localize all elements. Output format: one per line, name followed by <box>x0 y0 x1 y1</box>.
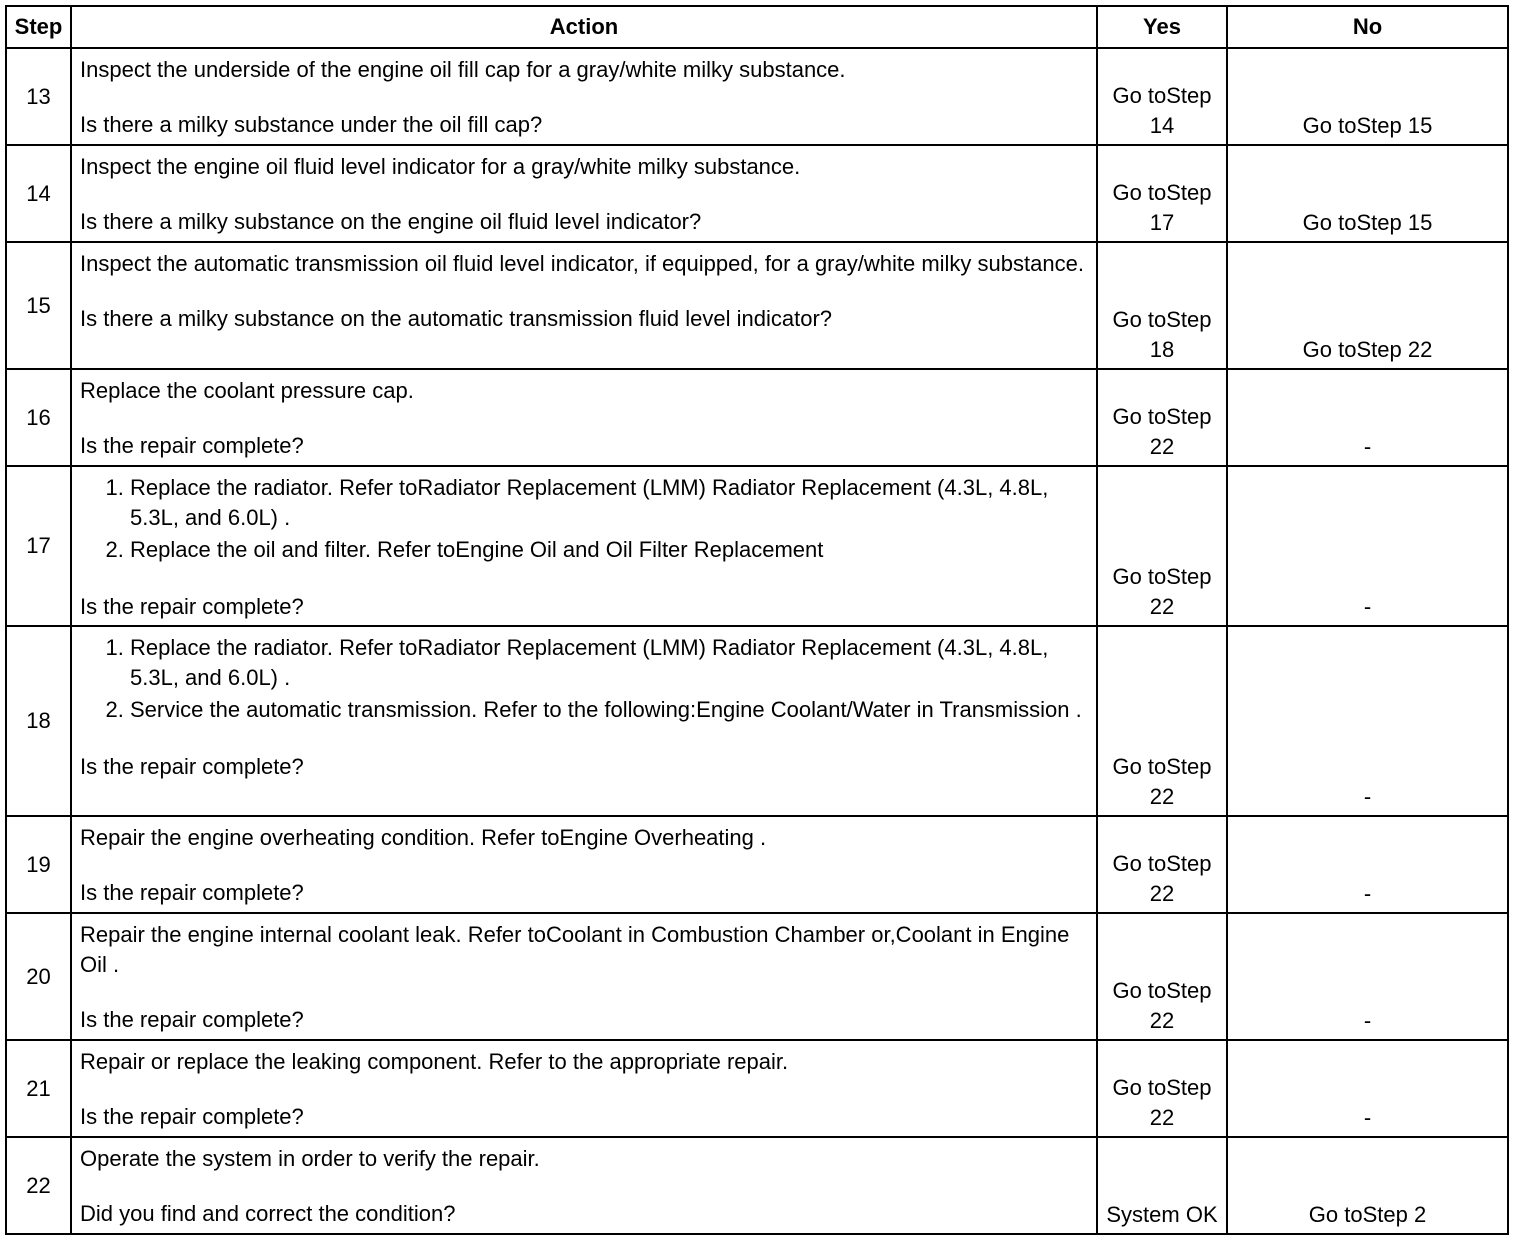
header-row <box>6 6 1508 48</box>
step-number: 15 <box>6 242 71 369</box>
yes-result: Go toStep 18 <box>1097 242 1227 369</box>
yes-result: Go toStep 22 <box>1097 369 1227 466</box>
header-action: Action <box>71 6 1097 48</box>
question-text: Is the repair complete? <box>80 594 304 619</box>
action-steps-list <box>80 473 1088 565</box>
no-result: Go toStep 15 <box>1227 48 1508 145</box>
header-no: No <box>1227 6 1508 48</box>
action-text: Inspect the automatic transmission oil fluid level indicator, if equipped, for a gray/white milky substance. <box>80 251 1084 276</box>
question-text: Is there a milky substance on the engine oil fluid level indicator? <box>80 209 702 234</box>
step-number: 14 <box>6 145 71 242</box>
action-cell <box>71 48 1097 145</box>
action-cell <box>71 1040 1097 1137</box>
no-result: - <box>1227 626 1508 816</box>
no-result: - <box>1227 1040 1508 1137</box>
table-row <box>6 626 1508 816</box>
table-row <box>6 466 1508 626</box>
table-row <box>6 48 1508 145</box>
step-number: 20 <box>6 913 71 1040</box>
action-text: Operate the system in order to verify the repair. <box>80 1146 540 1171</box>
table-row <box>6 369 1508 466</box>
yes-result: Go toStep 22 <box>1097 913 1227 1040</box>
question-text: Is the repair complete? <box>80 754 304 779</box>
no-result: - <box>1227 816 1508 913</box>
yes-result: Go toStep 22 <box>1097 1040 1227 1137</box>
step-number: 18 <box>6 626 71 816</box>
action-text: Repair the engine internal coolant leak. Refer toCoolant in Combustion Chamber or,Coolant in Engine Oil . <box>80 922 1070 977</box>
action-text: Replace the coolant pressure cap. <box>80 378 414 403</box>
no-result: - <box>1227 466 1508 626</box>
action-cell <box>71 145 1097 242</box>
question-text: Did you find and correct the condition? <box>80 1201 456 1226</box>
question-text: Is the repair complete? <box>80 880 304 905</box>
question-text: Is there a milky substance on the automatic transmission fluid level indicator? <box>80 306 833 331</box>
step-number: 13 <box>6 48 71 145</box>
no-result: - <box>1227 369 1508 466</box>
action-cell <box>71 242 1097 369</box>
action-cell <box>71 626 1097 816</box>
yes-result: Go toStep 14 <box>1097 48 1227 145</box>
table-row <box>6 1040 1508 1137</box>
action-cell <box>71 369 1097 466</box>
step-number: 17 <box>6 466 71 626</box>
action-cell <box>71 1137 1097 1234</box>
yes-result: Go toStep 17 <box>1097 145 1227 242</box>
table-row <box>6 145 1508 242</box>
action-cell <box>71 466 1097 626</box>
header-yes: Yes <box>1097 6 1227 48</box>
yes-result: Go toStep 22 <box>1097 626 1227 816</box>
yes-result: Go toStep 22 <box>1097 816 1227 913</box>
action-step-item: 1. Replace the radiator. Refer toRadiator Replacement (LMM) Radiator Replacement (4.3L, 4.8L, 5.3L, and 6.0L) . <box>130 633 1088 693</box>
action-text: Inspect the underside of the engine oil fill cap for a gray/white milky substance. <box>80 57 846 82</box>
action-cell <box>71 913 1097 1040</box>
no-result: - <box>1227 913 1508 1040</box>
action-step-item: 2. Replace the oil and filter. Refer toEngine Oil and Oil Filter Replacement <box>130 535 1088 565</box>
question-text: Is there a milky substance under the oil fill cap? <box>80 112 543 137</box>
action-text: Repair or replace the leaking component. Refer to the appropriate repair. <box>80 1049 789 1074</box>
table-row <box>6 913 1508 1040</box>
action-text: Repair the engine overheating condition. Refer toEngine Overheating . <box>80 825 767 850</box>
no-result: Go toStep 2 <box>1227 1137 1508 1234</box>
step-number: 22 <box>6 1137 71 1234</box>
action-steps-list <box>80 633 1088 725</box>
action-cell <box>71 816 1097 913</box>
table-row <box>6 242 1508 369</box>
step-number: 19 <box>6 816 71 913</box>
table-row <box>6 816 1508 913</box>
question-text: Is the repair complete? <box>80 1007 304 1032</box>
yes-result: System OK <box>1097 1137 1227 1234</box>
question-text: Is the repair complete? <box>80 433 304 458</box>
step-number: 16 <box>6 369 71 466</box>
yes-result: Go toStep 22 <box>1097 466 1227 626</box>
step-number: 21 <box>6 1040 71 1137</box>
table-row <box>6 1137 1508 1234</box>
no-result: Go toStep 22 <box>1227 242 1508 369</box>
header-step: Step <box>6 6 71 48</box>
action-text: Inspect the engine oil fluid level indicator for a gray/white milky substance. <box>80 154 801 179</box>
diagnostic-table <box>5 5 1509 1235</box>
action-step-item: 1. Replace the radiator. Refer toRadiator Replacement (LMM) Radiator Replacement (4.3L, 4.8L, 5.3L, and 6.0L) . <box>130 473 1088 533</box>
action-step-item: 2. Service the automatic transmission. Refer to the following:Engine Coolant/Water in Transmission . <box>130 695 1088 725</box>
no-result: Go toStep 15 <box>1227 145 1508 242</box>
question-text: Is the repair complete? <box>80 1104 304 1129</box>
